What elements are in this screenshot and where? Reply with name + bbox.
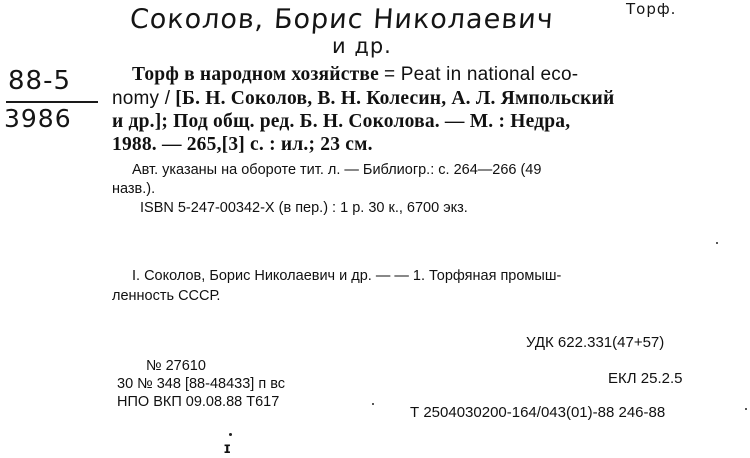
title-line-2 (112, 88, 614, 110)
title-line-3: и др.]; Под общ. ред. Б. Н. Соколова. — М. : Недра, (112, 111, 571, 132)
ink-speck (745, 408, 747, 410)
shelf-mark-divider (6, 101, 98, 103)
title-line-1 (132, 64, 578, 86)
isbn-line: ISBN 5-247-00342-X (в пер.) : 1 р. 30 к., 6700 экз. (140, 200, 468, 216)
t-code: Т 2504030200-164/043(01)-88 246-88 (410, 404, 666, 421)
title-line-4: 1988. — 265,[3] с. : ил.; 23 см. (112, 134, 373, 155)
handwritten-shelf-mark-top: 88-5 (8, 66, 72, 96)
authors-list: [Б. Н. Соколов, В. Н. Колесин, А. Л. Ямпольский (175, 88, 615, 109)
handwritten-heading-continuation: и др. (332, 34, 392, 58)
npo-line: НПО ВКП 09.08.88 Т617 (117, 394, 280, 410)
ekl-code: ЕКЛ 25.2.5 (608, 370, 683, 387)
ink-speck (229, 433, 232, 436)
subject-line-1: I. Соколов, Борис Николаевич и др. — — 1. Торфяная промыш- (132, 268, 562, 284)
ink-speck (716, 242, 718, 244)
note-line-2: назв.). (112, 181, 156, 197)
note-line-1: Авт. указаны на обороте тит. л. — Библиогр.: с. 264—266 (49 (132, 162, 542, 178)
title-parallel: = Peat in national eco- (384, 64, 579, 85)
handwritten-corner-note: Торф. (626, 0, 677, 18)
registration-number: № 27610 (146, 358, 206, 374)
subject-line-2: ленность СССР. (112, 288, 221, 304)
ink-speck (372, 403, 374, 405)
title-parallel-end: nomy / (112, 88, 171, 109)
handwritten-author-heading: Соколов, Борис Николаевич (128, 4, 555, 35)
bottom-mark: ɪ (224, 440, 231, 457)
handwritten-shelf-mark-bottom: 3986 (4, 104, 72, 133)
udk-code: УДК 622.331(47+57) (526, 334, 665, 351)
title-main: Торф в народном хозяйстве (132, 64, 379, 85)
order-line: 30 № 348 [88-48433] п вс (117, 376, 285, 392)
